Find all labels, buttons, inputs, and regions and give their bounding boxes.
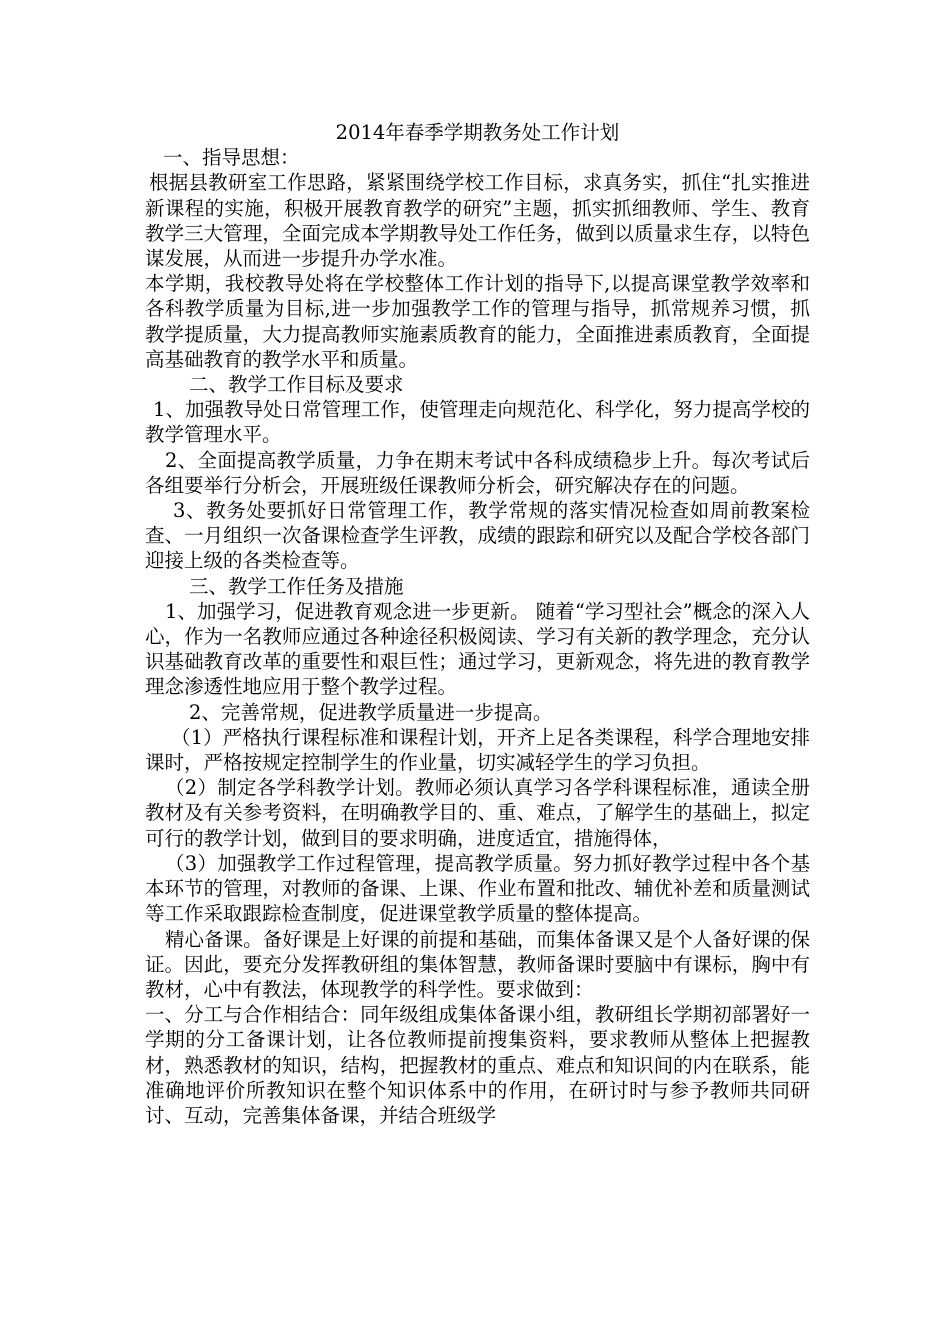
section1-paragraph-1: 根据县教研室工作思路，紧紧围绕学校工作目标，求真务实，抓住“扎实推进新课程的实施，积极开展教育教学的研究”主题，抓实抓细教师、学生、教育教学三大管理，全面完成本学期教导处工作任务，做到以质量求生存，以特色谋发展，从而进一步提升办学水准。 (145, 171, 810, 271)
section3-item-2: 2、完善常规，促进教学质量进一步提高。 (189, 700, 553, 724)
section3-sub-item-1: （1）严格执行课程标准和课程计划，开齐上足各类课程，科学合理地安排课时，严格按规定控制学生的作业量，切实减轻学生的学习负担。 (145, 725, 810, 775)
division-cooperation-paragraph: 一、分工与合作相结合：同年级组成集体备课小组，教研组长学期初部署好一学期的分工备课计划，让各位教师提前搜集资料，要求教师从整体上把握教材，熟悉教材的知识，结构，把握教材的重点、难点和知识间的内在联系，能准确地评价所教知识在整个知识体系中的作用，在研讨时与参予教师共同研讨、互动，完善集体备课，并结合班级学 (145, 1003, 810, 1127)
section2-heading: 二、教学工作目标及要求 (189, 373, 404, 397)
section1-paragraph-2: 本学期，我校教导处将在学校整体工作计划的指导下,以提高课堂教学效率和各科教学质量为目标,进一步加强教学工作的管理与指导，抓常规养习惯，抓教学提质量，大力提高教师实施素质教育的能力，全面推进素质教育，全面提高基础教育的教学水平和质量。 (145, 272, 810, 371)
document-title: 2014年春季学期教务处工作计划 (335, 121, 620, 144)
section3-heading: 三、教学工作任务及措施 (189, 574, 404, 598)
document-page (145, 120, 810, 1128)
lesson-prep-paragraph: 精心备课。备好课是上好课的前提和基础，而集体备课又是个人备好课的保证。因此，要充分发挥教研组的集体智慧，教师备课时要脑中有课标，胸中有教材，心中有教法，体现教学的科学性。要求做到： (145, 927, 810, 1001)
section3-item-1: 1、加强学习，促进教育观念进一步更新。 随着“学习型社会”概念的深入人心，作为一名教师应通过各种途径积极阅读、学习有关新的教学理念，充分认识基础教育改革的重要性和艰巨性；通过学习，更新观念，将先进的教育教学理念渗透性地应用于整个教学过程。 (145, 599, 810, 699)
section2-item-3: 3、教务处要抓好日常管理工作，教学常规的落实情况检查如周前教案检查、一月组织一次备课检查学生评教，成绩的跟踪和研究以及配合学校各部门迎接上级的各类检查等。 (145, 499, 810, 573)
section3-sub-item-3: （3）加强教学工作过程管理，提高教学质量。努力抓好教学过程中各个基本环节的管理，对教师的备课、上课、作业布置和批改、辅优补差和质量测试等工作采取跟踪检查制度，促进课堂教学质量的整体提高。 (145, 851, 810, 926)
section3-sub-item-2: （2）制定各学科教学计划。教师必须认真学习各学科课程标准，通读全册教材及有关参考资料，在明确教学目的、重、难点，了解学生的基础上，拟定可行的教学计划，做到目的要求明确，进度适宜，措施得体， (145, 776, 810, 850)
section2-item-1: 1、加强教导处日常管理工作，使管理走向规范化、科学化，努力提高学校的教学管理水平。 (145, 398, 810, 447)
section2-item-2: 2、全面提高教学质量，力争在期末考试中各科成绩稳步上升。每次考试后各组要举行分析会，开展班级任课教师分析会，研究解决存在的问题。 (145, 448, 810, 497)
section1-heading: 一、指导思想： (163, 146, 300, 170)
